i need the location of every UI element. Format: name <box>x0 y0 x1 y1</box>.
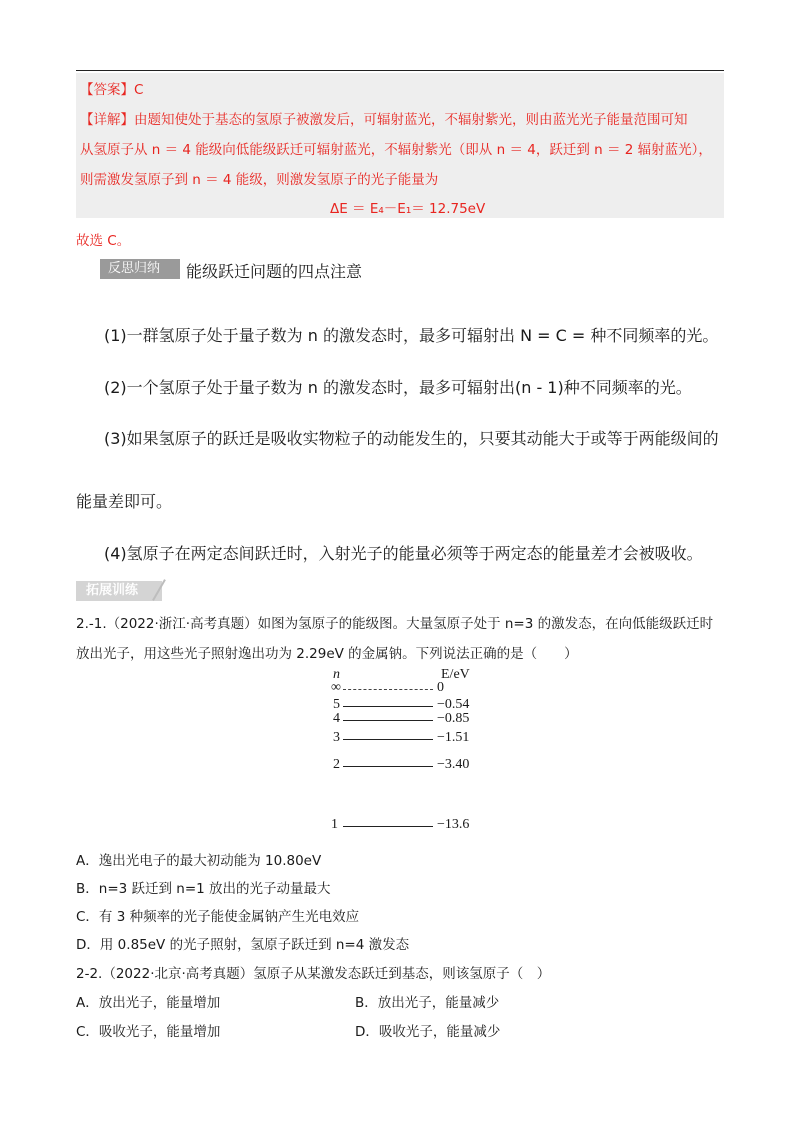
q1-option-c: C．有 3 种频率的光子能使金属钠产生光电效应 <box>76 909 360 925</box>
reflection-point-1: (1)一群氢原子处于量子数为 n 的激发态时，最多可辐射出 N = C = 种不同频率的光。 <box>104 326 719 345</box>
level-e-3: −1.51 <box>437 730 470 745</box>
diagram-n-header: n <box>333 667 340 682</box>
answer-detail-line2: 从氢原子从 n ＝ 4 能级向低能级跃迁可辐射蓝光，不辐射紫光（即从 n ＝ 4，跃迁到 n ＝ 2 辐射蓝光）， <box>80 142 712 158</box>
q1-stem-line2: 放出光子，用这些光子照射逸出功为 2.29eV 的金属钠。下列说法正确的是（ ） <box>76 646 578 662</box>
level-line-inf <box>343 689 433 690</box>
reflection-title: 能级跃迁问题的四点注意 <box>186 262 363 281</box>
level-n-inf: ∞ <box>331 680 341 695</box>
q1-option-d: D．用 0.85eV 的光子照射，氢原子跃迁到 n=4 激发态 <box>76 937 410 953</box>
answer-conclusion: 故选 C。 <box>76 233 131 249</box>
level-n-2: 2 <box>333 757 340 772</box>
level-line-2 <box>343 766 433 767</box>
q2-option-d: D．吸收光子，能量减少 <box>355 1024 501 1040</box>
reflection-point-2: (2)一个氢原子处于量子数为 n 的激发态时，最多可辐射出(n - 1)种不同频率的光。 <box>104 378 692 397</box>
level-e-1: −13.6 <box>437 817 470 832</box>
practice-tag: 拓展训练 <box>76 581 162 601</box>
reflection-tag: 反思归纳 <box>100 259 180 279</box>
answer-detail-line3: 则需激发氢原子到 n ＝ 4 能级，则激发氢原子的光子能量为 <box>80 172 439 188</box>
level-e-inf: 0 <box>437 680 444 695</box>
level-line-4 <box>343 720 433 721</box>
top-rule <box>76 70 724 71</box>
q1-stem-line1: 2.-1.（2022·浙江·高考真题）如图为氢原子的能级图。大量氢原子处于 n=3 的激发态，在向低能级跃迁时 <box>76 616 714 632</box>
level-n-4: 4 <box>333 711 340 726</box>
q2-option-b: B．放出光子，能量减少 <box>355 995 500 1011</box>
level-line-1 <box>343 826 433 827</box>
level-line-5 <box>343 706 433 707</box>
answer-formula: ΔE ＝ E₄－E₁＝ 12.75eV <box>330 201 486 217</box>
q1-option-a: A．逸出光电子的最大初动能为 10.80eV <box>76 853 322 869</box>
answer-detail-line1: 【详解】由题知使处于基态的氢原子被激发后，可辐射蓝光，不辐射紫光，则由蓝光光子能量范围可知 <box>80 112 688 128</box>
diagram-e-header: E/eV <box>441 667 470 682</box>
level-line-3 <box>343 739 433 740</box>
q2-option-a: A．放出光子，能量增加 <box>76 995 221 1011</box>
reflection-point-3b: 能量差即可。 <box>76 492 173 511</box>
reflection-point-3a: (3)如果氢原子的跃迁是吸收实物粒子的动能发生的，只要其动能大于或等于两能级间的 <box>104 429 719 448</box>
level-e-5: −0.54 <box>437 697 470 712</box>
answer-label: 【答案】C <box>80 82 144 98</box>
q1-option-b: B．n=3 跃迁到 n=1 放出的光子动量最大 <box>76 881 331 897</box>
level-n-1: 1 <box>331 817 338 832</box>
q2-stem: 2-2.（2022·北京·高考真题）氢原子从某激发态跃迁到基态，则该氢原子（ ） <box>76 966 551 982</box>
level-n-3: 3 <box>333 730 340 745</box>
reflection-point-4: (4)氢原子在两定态间跃迁时，入射光子的能量必须等于两定态的能量差才会被吸收。 <box>104 544 703 563</box>
level-e-2: −3.40 <box>437 757 470 772</box>
level-e-4: −0.85 <box>437 711 470 726</box>
level-n-5: 5 <box>333 697 340 712</box>
q2-option-c: C．吸收光子，能量增加 <box>76 1024 221 1040</box>
